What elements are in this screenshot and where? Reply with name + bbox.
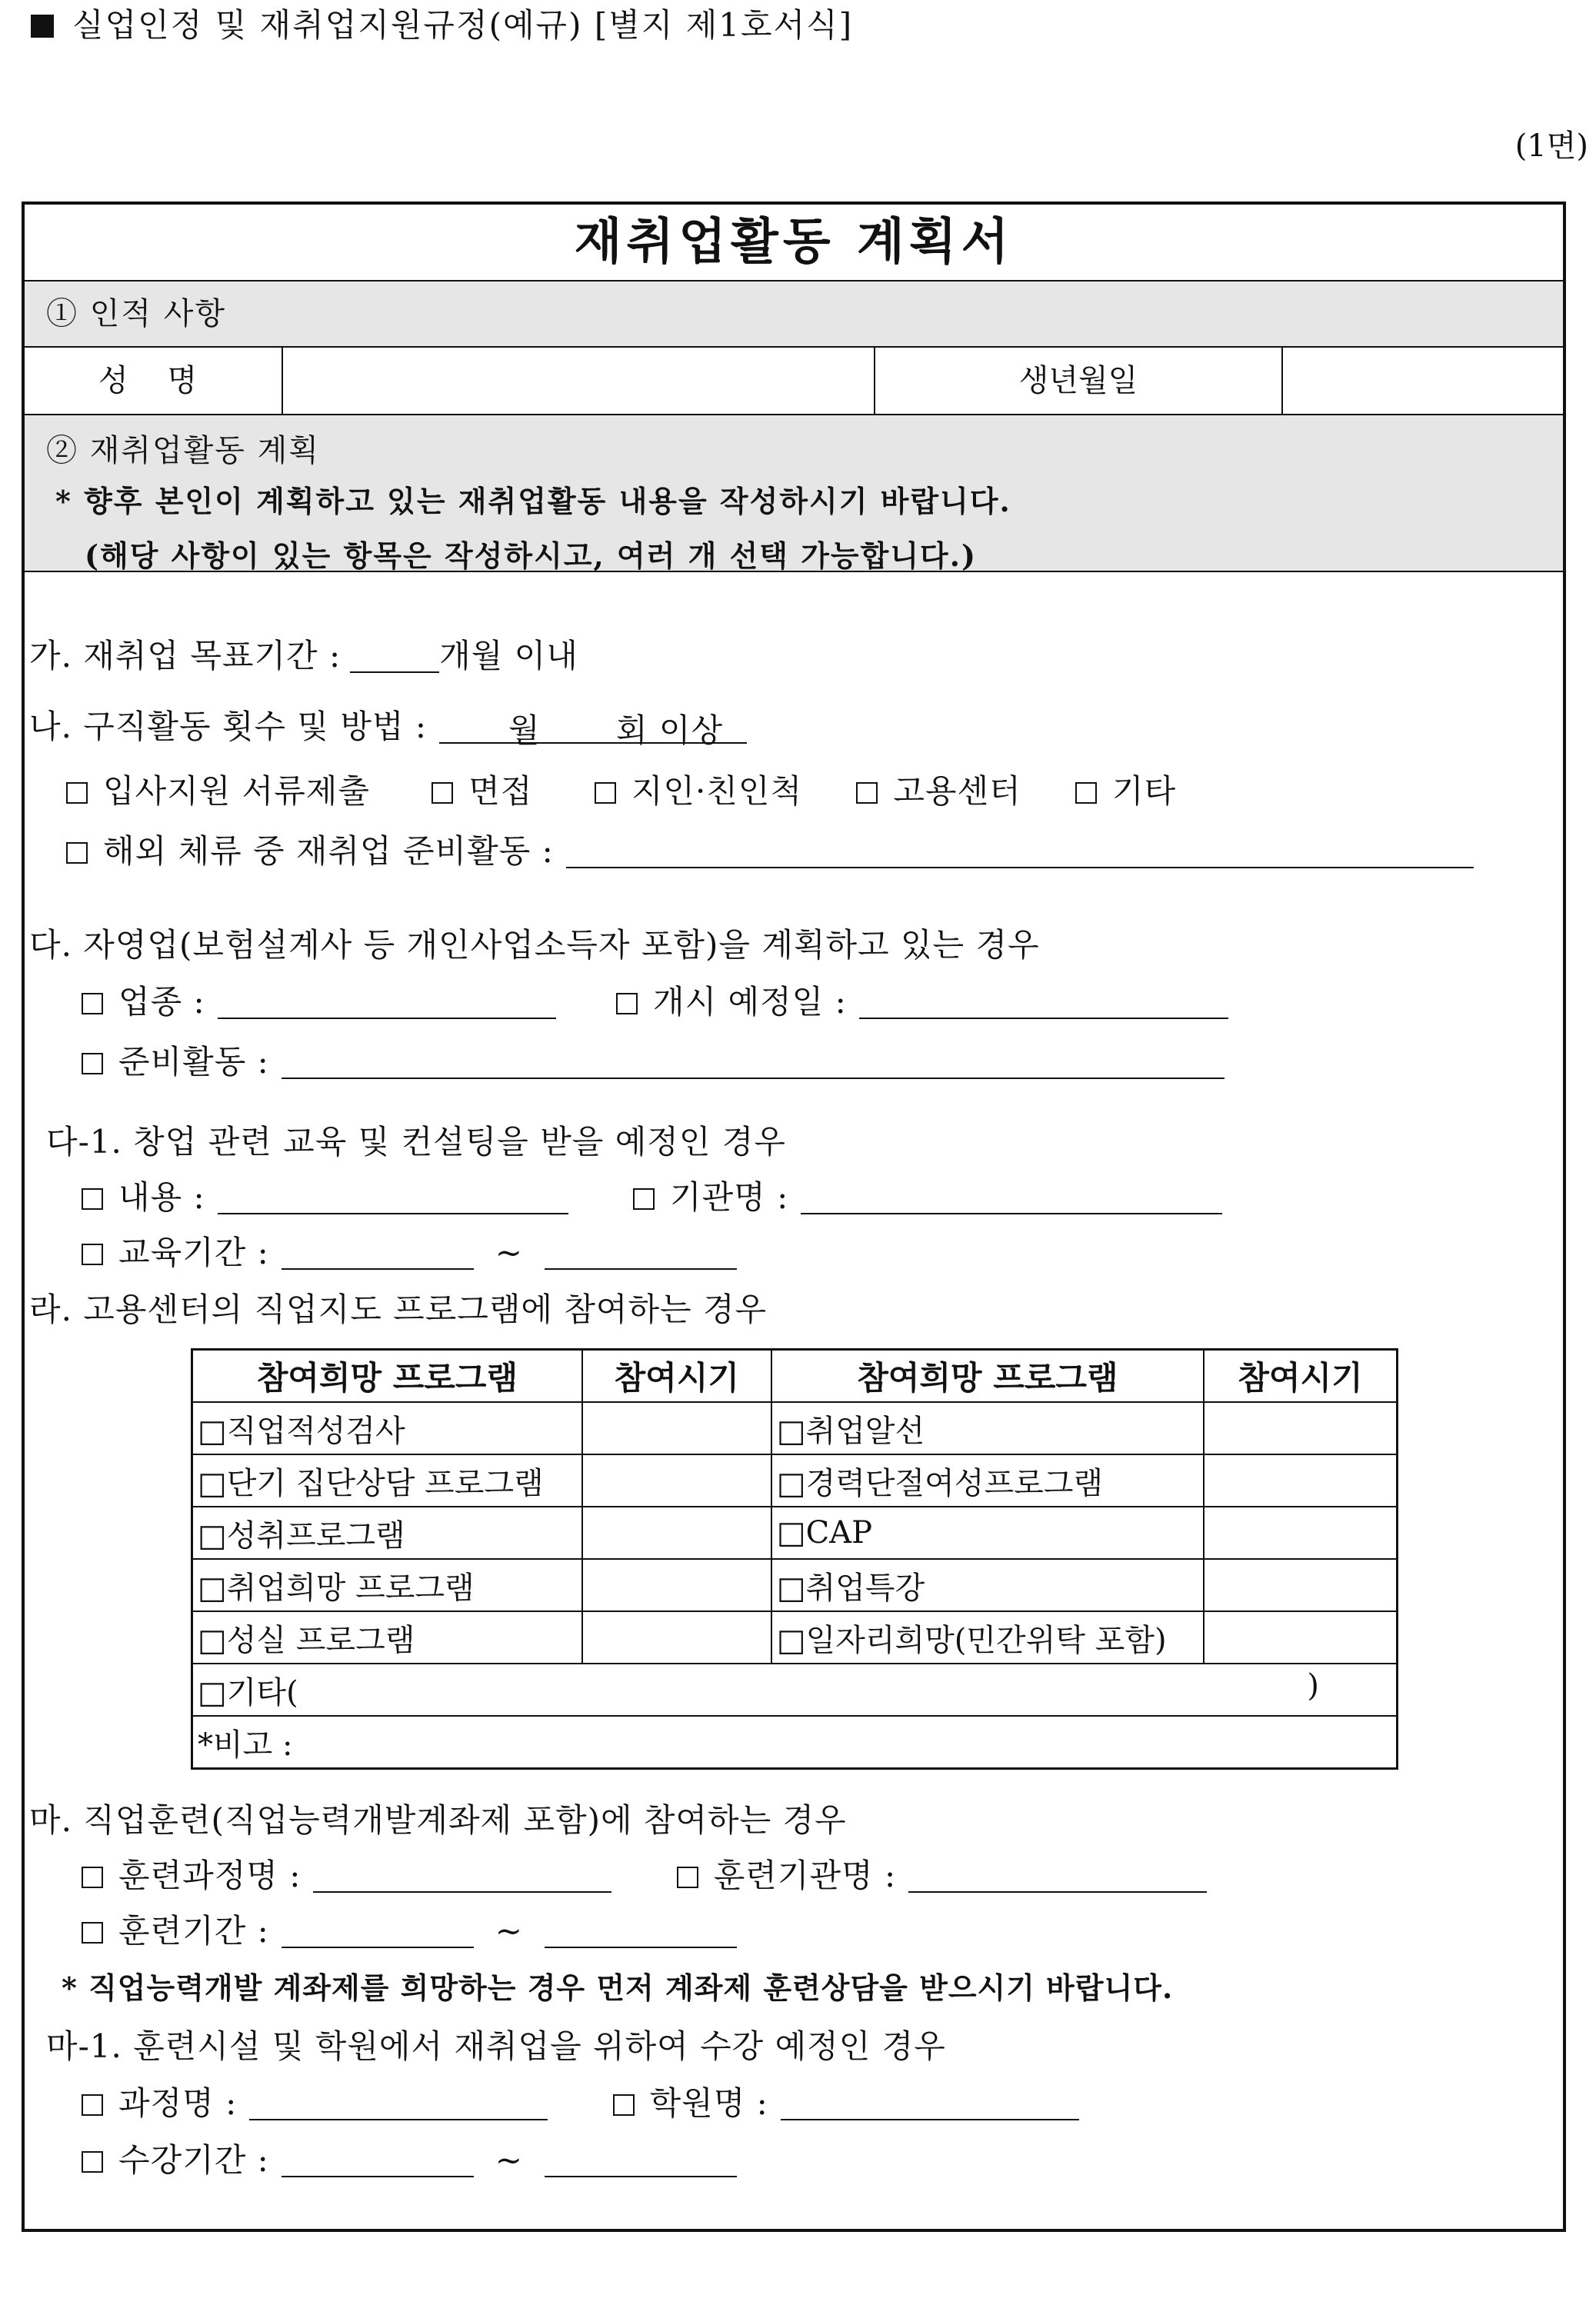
plan-instruction-sub: (해당 사항이 있는 항목은 작성하시고, 여러 개 선택 가능합니다.) bbox=[85, 538, 977, 573]
institution-input[interactable] bbox=[908, 1860, 1207, 1893]
self-employ-row: 업종 : 개시 예정일 : bbox=[82, 977, 1228, 1023]
table-row-other bbox=[192, 1664, 1398, 1716]
training-period-end-input[interactable] bbox=[545, 1916, 737, 1948]
checkbox-industry[interactable] bbox=[82, 993, 103, 1014]
checkbox-institution[interactable] bbox=[677, 1867, 698, 1888]
checkbox-content[interactable] bbox=[82, 1188, 103, 1210]
ma1-course-input[interactable] bbox=[249, 2088, 548, 2120]
table-row-remark bbox=[192, 1716, 1398, 1769]
training-row: 훈련과정명 : 훈련기관명 : bbox=[82, 1850, 1207, 1897]
document-title: 재취업활동 계획서 bbox=[25, 205, 1563, 281]
item-ra: 라. 고용센터의 직업지도 프로그램에 참여하는 경우 bbox=[29, 1291, 768, 1328]
when-input[interactable] bbox=[582, 1454, 771, 1507]
method-options: 입사지원 서류제출 면접 지인·친인척 고용센터 기타 bbox=[66, 766, 1176, 812]
item-da1: 다-1. 창업 관련 교육 및 컨설팅을 받을 예정인 경우 bbox=[46, 1123, 786, 1161]
edu-period-start-input[interactable] bbox=[282, 1237, 474, 1270]
checkbox-ma1-course[interactable] bbox=[82, 2094, 103, 2116]
personal-info-row bbox=[25, 348, 1563, 415]
name-label: 성 명 bbox=[25, 348, 283, 414]
edu-period-row: 교육기간 : ~ bbox=[82, 1227, 737, 1274]
form-reference bbox=[31, 0, 853, 46]
when-input[interactable] bbox=[1204, 1402, 1397, 1454]
checkbox-org[interactable] bbox=[633, 1188, 655, 1210]
remark-field[interactable]: *비고 : bbox=[192, 1716, 1398, 1769]
checkbox-academy[interactable] bbox=[613, 2094, 635, 2116]
abroad-activity-input[interactable] bbox=[566, 836, 1474, 868]
section-plan-title: ② 재취업활동 계획 bbox=[46, 433, 320, 468]
form-frame bbox=[22, 202, 1566, 2232]
plan-instruction: * 향후 본인이 계획하고 있는 재취업활동 내용을 작성하시기 바랍니다. bbox=[55, 484, 1011, 518]
item-da: 다. 자영업(보험설계사 등 개인사업소득자 포함)을 계획하고 있는 경우 bbox=[29, 926, 1040, 964]
industry-input[interactable] bbox=[218, 987, 556, 1019]
when-input[interactable] bbox=[1204, 1454, 1397, 1507]
abroad-option: 해외 체류 중 재취업 준비활동 : bbox=[66, 826, 1474, 872]
class-period-end-input[interactable] bbox=[545, 2145, 737, 2177]
when-input[interactable] bbox=[582, 1402, 771, 1454]
course-name-input[interactable] bbox=[313, 1860, 611, 1893]
when-input[interactable] bbox=[1204, 1559, 1397, 1611]
when-input[interactable] bbox=[1204, 1507, 1397, 1559]
start-date-input[interactable] bbox=[859, 987, 1228, 1019]
training-period-row: 훈련기간 : ~ bbox=[82, 1906, 737, 1952]
table-row: □단기 집단상담 프로그램 □경력단절여성프로그램 bbox=[192, 1454, 1398, 1507]
plan-body bbox=[25, 572, 1563, 2315]
checkbox-referral[interactable] bbox=[595, 782, 616, 804]
item-ma: 마. 직업훈련(직업능력개발계좌제 포함)에 참여하는 경우 bbox=[29, 1801, 847, 1839]
birthdate-label: 생년월일 bbox=[875, 348, 1283, 414]
content-input[interactable] bbox=[218, 1182, 568, 1214]
prep-activity-input[interactable] bbox=[282, 1047, 1224, 1079]
section-plan-header bbox=[25, 415, 1563, 572]
job-search-count-input[interactable]: 월 회 이상 bbox=[439, 711, 747, 744]
form-reference-text: 실업인정 및 재취업지원규정(예규) [별지 제1호서식] bbox=[72, 6, 854, 44]
item-ga: 가. 재취업 목표기간 : 개월 이내 bbox=[29, 637, 578, 675]
program-table bbox=[191, 1348, 1398, 1770]
checkbox-other[interactable] bbox=[1075, 782, 1097, 804]
prep-row: 준비활동 : bbox=[82, 1037, 1224, 1083]
table-row: □성취프로그램 □CAP bbox=[192, 1507, 1398, 1559]
birthdate-field[interactable] bbox=[1283, 348, 1564, 414]
checkbox-docs[interactable] bbox=[66, 782, 88, 804]
startup-edu-row: 내용 : 기관명 : bbox=[82, 1172, 1222, 1218]
item-ma1: 마-1. 훈련시설 및 학원에서 재취업을 위하여 수강 예정인 경우 bbox=[46, 2027, 946, 2065]
item-na: 나. 구직활동 횟수 및 방법 : 월 회 이상 bbox=[29, 701, 747, 748]
when-input[interactable] bbox=[582, 1507, 771, 1559]
account-note: * 직업능력개발 계좌제를 희망하는 경우 먼저 계좌제 훈련상담을 받으시기 바랍니다. bbox=[62, 1970, 1174, 2005]
class-period-row: 수강기간 : ~ bbox=[82, 2135, 737, 2181]
checkbox-center[interactable] bbox=[856, 782, 878, 804]
checkbox-abroad[interactable] bbox=[66, 842, 88, 864]
program-table-header: 참여희망 프로그램 참여시기 참여희망 프로그램 참여시기 bbox=[192, 1350, 1398, 1403]
class-period-start-input[interactable] bbox=[282, 2145, 474, 2177]
checkbox-class-period[interactable] bbox=[82, 2151, 103, 2173]
when-input[interactable] bbox=[582, 1611, 771, 1664]
when-input[interactable] bbox=[582, 1559, 771, 1611]
table-row: □성실 프로그램 □일자리희망(민간위탁 포함) bbox=[192, 1611, 1398, 1664]
when-input[interactable] bbox=[1204, 1611, 1397, 1664]
checkbox-prep[interactable] bbox=[82, 1053, 103, 1074]
org-input[interactable] bbox=[801, 1182, 1222, 1214]
page-number: (1면) bbox=[1514, 128, 1588, 164]
other-program-field[interactable]: □기타( ) bbox=[192, 1664, 1398, 1716]
checkbox-edu-period[interactable] bbox=[82, 1244, 103, 1265]
checkbox-training-period[interactable] bbox=[82, 1922, 103, 1944]
table-row: □직업적성검사 □취업알선 bbox=[192, 1402, 1398, 1454]
table-row: □취업희망 프로그램 □취업특강 bbox=[192, 1559, 1398, 1611]
academy-row: 과정명 : 학원명 : bbox=[82, 2078, 1079, 2124]
checkbox-start-date[interactable] bbox=[616, 993, 638, 1014]
academy-input[interactable] bbox=[781, 2088, 1079, 2120]
edu-period-end-input[interactable] bbox=[545, 1237, 737, 1270]
checkbox-interview[interactable] bbox=[431, 782, 453, 804]
checkbox-course[interactable] bbox=[82, 1867, 103, 1888]
section-personal-info: ① 인적 사항 bbox=[25, 281, 1563, 348]
black-square-icon bbox=[31, 15, 54, 38]
training-period-start-input[interactable] bbox=[282, 1916, 474, 1948]
target-period-input[interactable] bbox=[350, 641, 439, 673]
name-field[interactable] bbox=[283, 348, 875, 414]
